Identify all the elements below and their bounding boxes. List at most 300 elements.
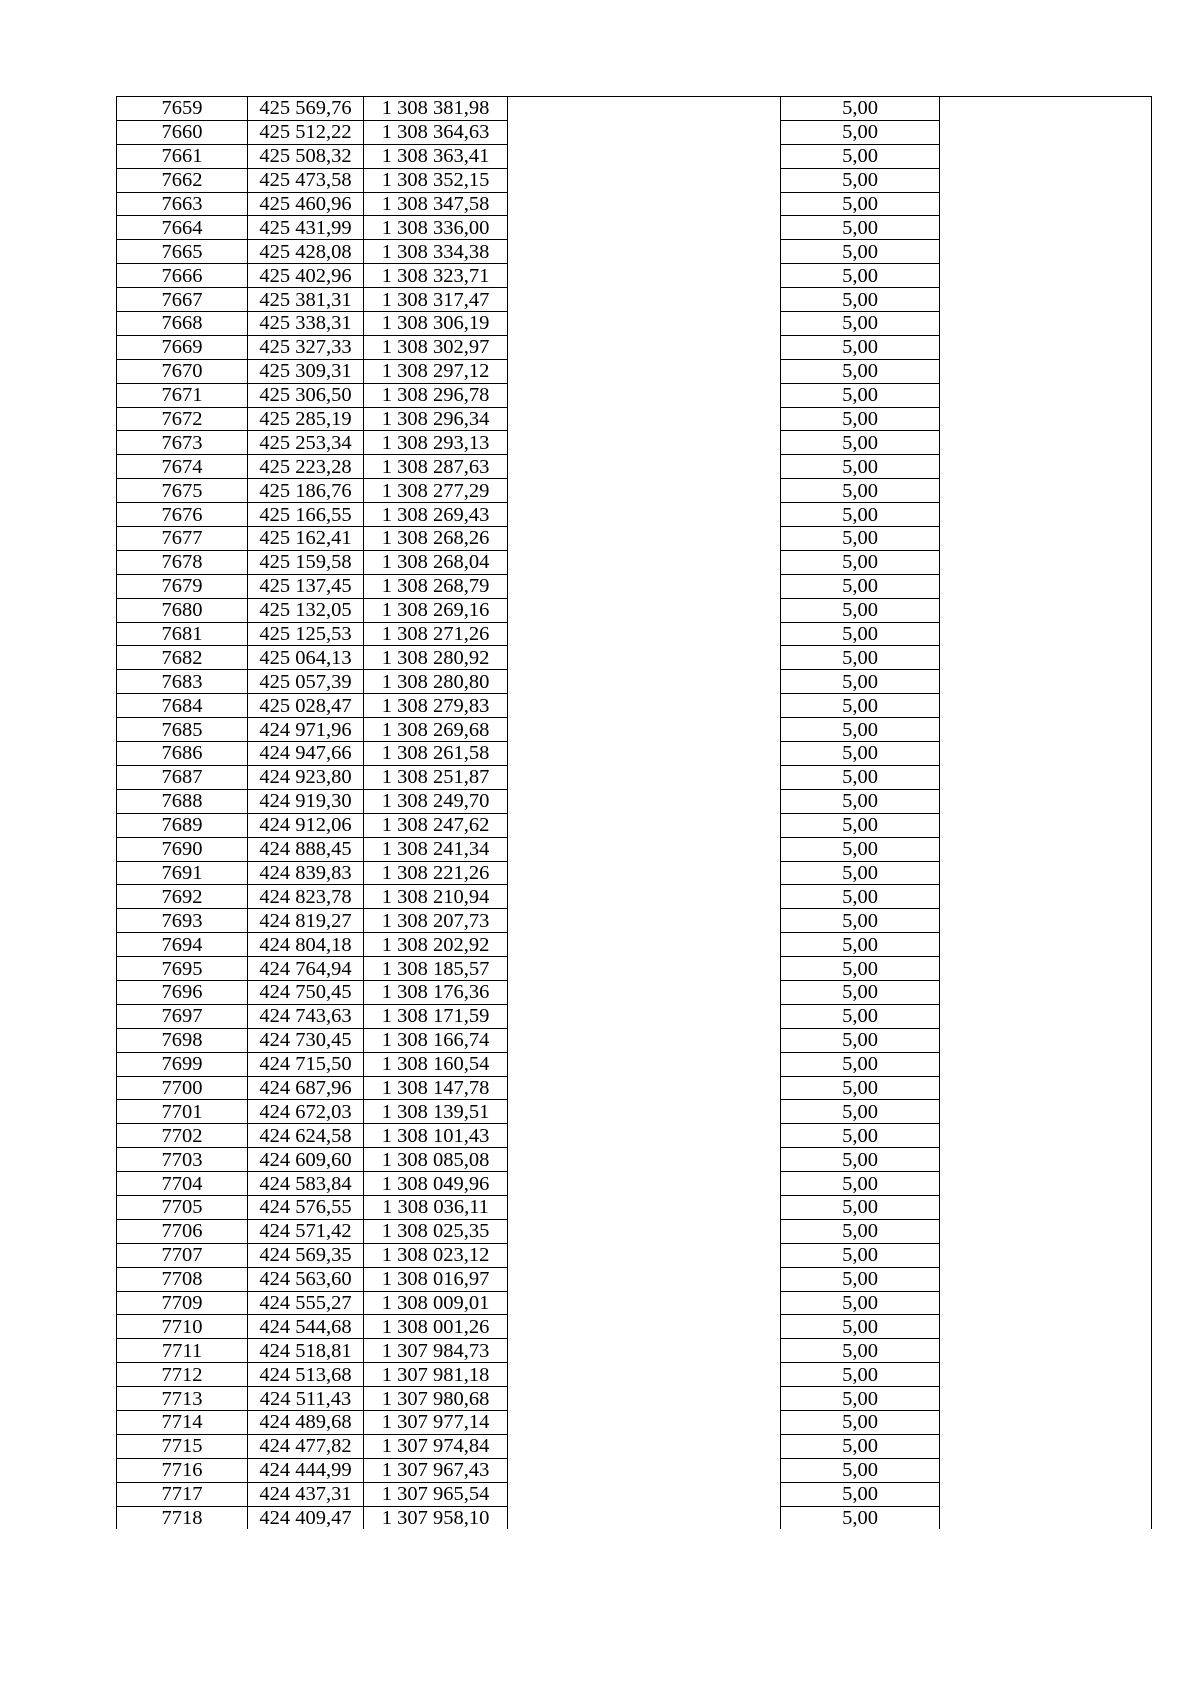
- value-cell: 5,00: [781, 1172, 940, 1196]
- empty-cell: [940, 789, 1152, 813]
- value-cell: 5,00: [781, 479, 940, 503]
- empty-cell: [940, 1339, 1152, 1363]
- y-coordinate-cell: 1 308 296,78: [364, 383, 508, 407]
- x-coordinate-cell: 424 687,96: [248, 1076, 364, 1100]
- empty-cell: [940, 1148, 1152, 1172]
- empty-cell: [940, 646, 1152, 670]
- y-coordinate-cell: 1 308 336,00: [364, 216, 508, 240]
- table-row: [117, 1172, 1152, 1196]
- value-cell: 5,00: [781, 1339, 940, 1363]
- value-cell: 5,00: [781, 1291, 940, 1315]
- point-number-cell: 7664: [117, 216, 248, 240]
- value-cell: 5,00: [781, 765, 940, 789]
- table-row: [117, 1148, 1152, 1172]
- value-cell: 5,00: [781, 264, 940, 288]
- point-number-cell: 7678: [117, 550, 248, 574]
- table-row: [117, 694, 1152, 718]
- point-number-cell: 7677: [117, 527, 248, 551]
- y-coordinate-cell: 1 308 171,59: [364, 1004, 508, 1028]
- value-cell: 5,00: [781, 288, 940, 312]
- table-row: [117, 1482, 1152, 1506]
- empty-cell: [508, 1506, 781, 1529]
- empty-cell: [940, 813, 1152, 837]
- table-row: [117, 1052, 1152, 1076]
- empty-cell: [508, 933, 781, 957]
- y-coordinate-cell: 1 308 364,63: [364, 120, 508, 144]
- value-cell: 5,00: [781, 718, 940, 742]
- x-coordinate-cell: 424 715,50: [248, 1052, 364, 1076]
- table-row: [117, 574, 1152, 598]
- point-number-cell: 7667: [117, 288, 248, 312]
- point-number-cell: 7704: [117, 1172, 248, 1196]
- y-coordinate-cell: 1 308 296,34: [364, 407, 508, 431]
- table-row: [117, 957, 1152, 981]
- value-cell: 5,00: [781, 1458, 940, 1482]
- x-coordinate-cell: 425 402,96: [248, 264, 364, 288]
- empty-cell: [940, 1172, 1152, 1196]
- empty-cell: [508, 1315, 781, 1339]
- point-number-cell: 7688: [117, 789, 248, 813]
- x-coordinate-cell: 424 730,45: [248, 1028, 364, 1052]
- point-number-cell: 7681: [117, 622, 248, 646]
- point-number-cell: 7708: [117, 1267, 248, 1291]
- x-coordinate-cell: 425 166,55: [248, 503, 364, 527]
- table-row: [117, 335, 1152, 359]
- empty-cell: [940, 1100, 1152, 1124]
- x-coordinate-cell: 425 512,22: [248, 120, 364, 144]
- point-number-cell: 7680: [117, 598, 248, 622]
- x-coordinate-cell: 424 819,27: [248, 909, 364, 933]
- y-coordinate-cell: 1 308 025,35: [364, 1219, 508, 1243]
- x-coordinate-cell: 424 764,94: [248, 957, 364, 981]
- value-cell: 5,00: [781, 789, 940, 813]
- x-coordinate-cell: 424 839,83: [248, 861, 364, 885]
- x-coordinate-cell: 424 823,78: [248, 885, 364, 909]
- value-cell: 5,00: [781, 97, 940, 121]
- empty-cell: [508, 359, 781, 383]
- x-coordinate-cell: 424 511,43: [248, 1387, 364, 1411]
- empty-cell: [940, 1124, 1152, 1148]
- empty-cell: [508, 765, 781, 789]
- value-cell: 5,00: [781, 240, 940, 264]
- empty-cell: [508, 694, 781, 718]
- table-row: [117, 789, 1152, 813]
- empty-cell: [508, 789, 781, 813]
- value-cell: 5,00: [781, 455, 940, 479]
- empty-cell: [940, 837, 1152, 861]
- empty-cell: [940, 598, 1152, 622]
- empty-cell: [508, 646, 781, 670]
- x-coordinate-cell: 424 563,60: [248, 1267, 364, 1291]
- empty-cell: [508, 1219, 781, 1243]
- table-row: [117, 383, 1152, 407]
- empty-cell: [508, 216, 781, 240]
- x-coordinate-cell: 424 518,81: [248, 1339, 364, 1363]
- y-coordinate-cell: 1 308 269,16: [364, 598, 508, 622]
- x-coordinate-cell: 424 583,84: [248, 1172, 364, 1196]
- empty-cell: [940, 861, 1152, 885]
- y-coordinate-cell: 1 308 261,58: [364, 742, 508, 766]
- x-coordinate-cell: 424 912,06: [248, 813, 364, 837]
- empty-cell: [508, 120, 781, 144]
- empty-cell: [508, 1291, 781, 1315]
- x-coordinate-cell: 425 159,58: [248, 550, 364, 574]
- empty-cell: [508, 527, 781, 551]
- table-row: [117, 527, 1152, 551]
- y-coordinate-cell: 1 308 347,58: [364, 192, 508, 216]
- point-number-cell: 7682: [117, 646, 248, 670]
- table-row: [117, 670, 1152, 694]
- table-row: [117, 933, 1152, 957]
- empty-cell: [940, 765, 1152, 789]
- empty-cell: [940, 980, 1152, 1004]
- x-coordinate-cell: 425 137,45: [248, 574, 364, 598]
- x-coordinate-cell: 424 923,80: [248, 765, 364, 789]
- value-cell: 5,00: [781, 885, 940, 909]
- point-number-cell: 7696: [117, 980, 248, 1004]
- empty-cell: [508, 1195, 781, 1219]
- empty-cell: [508, 144, 781, 168]
- x-coordinate-cell: 424 444,99: [248, 1458, 364, 1482]
- x-coordinate-cell: 425 381,31: [248, 288, 364, 312]
- y-coordinate-cell: 1 308 185,57: [364, 957, 508, 981]
- empty-cell: [508, 622, 781, 646]
- x-coordinate-cell: 425 306,50: [248, 383, 364, 407]
- x-coordinate-cell: 424 576,55: [248, 1195, 364, 1219]
- x-coordinate-cell: 424 743,63: [248, 1004, 364, 1028]
- point-number-cell: 7697: [117, 1004, 248, 1028]
- empty-cell: [940, 240, 1152, 264]
- point-number-cell: 7687: [117, 765, 248, 789]
- x-coordinate-cell: 425 057,39: [248, 670, 364, 694]
- table-row: [117, 837, 1152, 861]
- table-row: [117, 1195, 1152, 1219]
- empty-cell: [508, 168, 781, 192]
- empty-cell: [508, 742, 781, 766]
- empty-cell: [508, 550, 781, 574]
- point-number-cell: 7715: [117, 1434, 248, 1458]
- x-coordinate-cell: 424 437,31: [248, 1482, 364, 1506]
- table-row: [117, 1076, 1152, 1100]
- empty-cell: [940, 1458, 1152, 1482]
- value-cell: 5,00: [781, 1506, 940, 1529]
- value-cell: 5,00: [781, 1028, 940, 1052]
- x-coordinate-cell: 425 338,31: [248, 312, 364, 336]
- y-coordinate-cell: 1 308 049,96: [364, 1172, 508, 1196]
- y-coordinate-cell: 1 307 967,43: [364, 1458, 508, 1482]
- empty-cell: [508, 1267, 781, 1291]
- table-row: [117, 1434, 1152, 1458]
- x-coordinate-cell: 425 132,05: [248, 598, 364, 622]
- empty-cell: [508, 1339, 781, 1363]
- table-row: [117, 1506, 1152, 1529]
- empty-cell: [508, 1482, 781, 1506]
- value-cell: 5,00: [781, 1076, 940, 1100]
- value-cell: 5,00: [781, 144, 940, 168]
- empty-cell: [940, 1004, 1152, 1028]
- point-number-cell: 7695: [117, 957, 248, 981]
- value-cell: 5,00: [781, 335, 940, 359]
- x-coordinate-cell: 424 624,58: [248, 1124, 364, 1148]
- value-cell: 5,00: [781, 670, 940, 694]
- y-coordinate-cell: 1 308 036,11: [364, 1195, 508, 1219]
- empty-cell: [508, 837, 781, 861]
- empty-cell: [940, 359, 1152, 383]
- empty-cell: [508, 1124, 781, 1148]
- y-coordinate-cell: 1 308 023,12: [364, 1243, 508, 1267]
- empty-cell: [508, 813, 781, 837]
- table-row: [117, 216, 1152, 240]
- table-row: [117, 168, 1152, 192]
- table-row: [117, 144, 1152, 168]
- table-row: [117, 359, 1152, 383]
- y-coordinate-cell: 1 308 166,74: [364, 1028, 508, 1052]
- y-coordinate-cell: 1 308 016,97: [364, 1267, 508, 1291]
- empty-cell: [940, 1052, 1152, 1076]
- y-coordinate-cell: 1 308 139,51: [364, 1100, 508, 1124]
- point-number-cell: 7676: [117, 503, 248, 527]
- value-cell: 5,00: [781, 1387, 940, 1411]
- x-coordinate-cell: 424 888,45: [248, 837, 364, 861]
- table-row: [117, 813, 1152, 837]
- point-number-cell: 7662: [117, 168, 248, 192]
- point-number-cell: 7679: [117, 574, 248, 598]
- value-cell: 5,00: [781, 1482, 940, 1506]
- empty-cell: [508, 1028, 781, 1052]
- empty-cell: [508, 1148, 781, 1172]
- value-cell: 5,00: [781, 192, 940, 216]
- point-number-cell: 7683: [117, 670, 248, 694]
- value-cell: 5,00: [781, 1052, 940, 1076]
- value-cell: 5,00: [781, 431, 940, 455]
- empty-cell: [940, 1315, 1152, 1339]
- empty-cell: [508, 1100, 781, 1124]
- point-number-cell: 7717: [117, 1482, 248, 1506]
- point-number-cell: 7703: [117, 1148, 248, 1172]
- x-coordinate-cell: 424 555,27: [248, 1291, 364, 1315]
- x-coordinate-cell: 424 489,68: [248, 1410, 364, 1434]
- point-number-cell: 7668: [117, 312, 248, 336]
- x-coordinate-cell: 424 477,82: [248, 1434, 364, 1458]
- y-coordinate-cell: 1 308 352,15: [364, 168, 508, 192]
- empty-cell: [940, 527, 1152, 551]
- y-coordinate-cell: 1 308 268,79: [364, 574, 508, 598]
- empty-cell: [940, 1291, 1152, 1315]
- empty-cell: [508, 264, 781, 288]
- point-number-cell: 7690: [117, 837, 248, 861]
- value-cell: 5,00: [781, 622, 940, 646]
- empty-cell: [940, 312, 1152, 336]
- empty-cell: [508, 1052, 781, 1076]
- table-row: [117, 1028, 1152, 1052]
- table-row: [117, 240, 1152, 264]
- value-cell: 5,00: [781, 383, 940, 407]
- y-coordinate-cell: 1 308 176,36: [364, 980, 508, 1004]
- y-coordinate-cell: 1 308 202,92: [364, 933, 508, 957]
- point-number-cell: 7661: [117, 144, 248, 168]
- table-row: [117, 646, 1152, 670]
- table-row: [117, 909, 1152, 933]
- value-cell: 5,00: [781, 861, 940, 885]
- y-coordinate-cell: 1 308 323,71: [364, 264, 508, 288]
- value-cell: 5,00: [781, 813, 940, 837]
- table-row: [117, 479, 1152, 503]
- value-cell: 5,00: [781, 837, 940, 861]
- empty-cell: [508, 383, 781, 407]
- empty-cell: [508, 574, 781, 598]
- empty-cell: [940, 1243, 1152, 1267]
- x-coordinate-cell: 425 285,19: [248, 407, 364, 431]
- coordinates-document: [116, 96, 1151, 1529]
- x-coordinate-cell: 425 460,96: [248, 192, 364, 216]
- empty-cell: [940, 264, 1152, 288]
- empty-cell: [508, 670, 781, 694]
- empty-cell: [940, 1363, 1152, 1387]
- value-cell: 5,00: [781, 120, 940, 144]
- empty-cell: [508, 288, 781, 312]
- table-row: [117, 1267, 1152, 1291]
- empty-cell: [940, 1267, 1152, 1291]
- empty-cell: [940, 885, 1152, 909]
- value-cell: 5,00: [781, 574, 940, 598]
- table-row: [117, 622, 1152, 646]
- y-coordinate-cell: 1 308 271,26: [364, 622, 508, 646]
- point-number-cell: 7663: [117, 192, 248, 216]
- x-coordinate-cell: 425 125,53: [248, 622, 364, 646]
- empty-cell: [940, 718, 1152, 742]
- table-row: [117, 431, 1152, 455]
- y-coordinate-cell: 1 308 381,98: [364, 97, 508, 121]
- value-cell: 5,00: [781, 1434, 940, 1458]
- value-cell: 5,00: [781, 550, 940, 574]
- table-row: [117, 192, 1152, 216]
- point-number-cell: 7706: [117, 1219, 248, 1243]
- point-number-cell: 7711: [117, 1339, 248, 1363]
- x-coordinate-cell: 425 508,32: [248, 144, 364, 168]
- empty-cell: [940, 455, 1152, 479]
- empty-cell: [940, 670, 1152, 694]
- x-coordinate-cell: 424 544,68: [248, 1315, 364, 1339]
- point-number-cell: 7674: [117, 455, 248, 479]
- empty-cell: [508, 598, 781, 622]
- empty-cell: [508, 1363, 781, 1387]
- y-coordinate-cell: 1 308 317,47: [364, 288, 508, 312]
- empty-cell: [508, 455, 781, 479]
- table-row: [117, 288, 1152, 312]
- empty-cell: [940, 933, 1152, 957]
- point-number-cell: 7712: [117, 1363, 248, 1387]
- x-coordinate-cell: 424 571,42: [248, 1219, 364, 1243]
- point-number-cell: 7710: [117, 1315, 248, 1339]
- value-cell: 5,00: [781, 742, 940, 766]
- empty-cell: [940, 144, 1152, 168]
- value-cell: 5,00: [781, 646, 940, 670]
- value-cell: 5,00: [781, 1195, 940, 1219]
- empty-cell: [940, 574, 1152, 598]
- empty-cell: [940, 694, 1152, 718]
- point-number-cell: 7673: [117, 431, 248, 455]
- table-row: [117, 598, 1152, 622]
- value-cell: 5,00: [781, 527, 940, 551]
- table-row: [117, 861, 1152, 885]
- empty-cell: [940, 1506, 1152, 1529]
- point-number-cell: 7716: [117, 1458, 248, 1482]
- empty-cell: [940, 1076, 1152, 1100]
- point-number-cell: 7691: [117, 861, 248, 885]
- empty-cell: [508, 957, 781, 981]
- y-coordinate-cell: 1 308 280,92: [364, 646, 508, 670]
- value-cell: 5,00: [781, 503, 940, 527]
- value-cell: 5,00: [781, 1219, 940, 1243]
- y-coordinate-cell: 1 308 277,29: [364, 479, 508, 503]
- y-coordinate-cell: 1 307 980,68: [364, 1387, 508, 1411]
- value-cell: 5,00: [781, 1004, 940, 1028]
- value-cell: 5,00: [781, 598, 940, 622]
- value-cell: 5,00: [781, 1363, 940, 1387]
- point-number-cell: 7693: [117, 909, 248, 933]
- table-row: [117, 1124, 1152, 1148]
- y-coordinate-cell: 1 308 221,26: [364, 861, 508, 885]
- point-number-cell: 7670: [117, 359, 248, 383]
- point-number-cell: 7714: [117, 1410, 248, 1434]
- empty-cell: [940, 407, 1152, 431]
- x-coordinate-cell: 425 162,41: [248, 527, 364, 551]
- point-number-cell: 7669: [117, 335, 248, 359]
- value-cell: 5,00: [781, 909, 940, 933]
- point-number-cell: 7660: [117, 120, 248, 144]
- point-number-cell: 7698: [117, 1028, 248, 1052]
- empty-cell: [940, 909, 1152, 933]
- empty-cell: [940, 168, 1152, 192]
- x-coordinate-cell: 424 569,35: [248, 1243, 364, 1267]
- table-row: [117, 120, 1152, 144]
- y-coordinate-cell: 1 308 207,73: [364, 909, 508, 933]
- point-number-cell: 7684: [117, 694, 248, 718]
- empty-cell: [508, 1076, 781, 1100]
- point-number-cell: 7718: [117, 1506, 248, 1529]
- y-coordinate-cell: 1 308 279,83: [364, 694, 508, 718]
- empty-cell: [508, 1172, 781, 1196]
- empty-cell: [508, 97, 781, 121]
- table-row: [117, 885, 1152, 909]
- empty-cell: [940, 1482, 1152, 1506]
- x-coordinate-cell: 425 431,99: [248, 216, 364, 240]
- y-coordinate-cell: 1 308 249,70: [364, 789, 508, 813]
- empty-cell: [940, 622, 1152, 646]
- empty-cell: [940, 431, 1152, 455]
- table-row: [117, 97, 1152, 121]
- value-cell: 5,00: [781, 694, 940, 718]
- point-number-cell: 7705: [117, 1195, 248, 1219]
- empty-cell: [508, 861, 781, 885]
- table-row: [117, 1291, 1152, 1315]
- point-number-cell: 7665: [117, 240, 248, 264]
- empty-cell: [508, 431, 781, 455]
- y-coordinate-cell: 1 308 001,26: [364, 1315, 508, 1339]
- x-coordinate-cell: 425 223,28: [248, 455, 364, 479]
- table-row: [117, 1410, 1152, 1434]
- y-coordinate-cell: 1 308 269,43: [364, 503, 508, 527]
- empty-cell: [940, 1028, 1152, 1052]
- y-coordinate-cell: 1 307 958,10: [364, 1506, 508, 1529]
- point-number-cell: 7700: [117, 1076, 248, 1100]
- empty-cell: [508, 885, 781, 909]
- y-coordinate-cell: 1 308 363,41: [364, 144, 508, 168]
- x-coordinate-cell: 424 971,96: [248, 718, 364, 742]
- value-cell: 5,00: [781, 216, 940, 240]
- table-row: [117, 718, 1152, 742]
- y-coordinate-cell: 1 308 306,19: [364, 312, 508, 336]
